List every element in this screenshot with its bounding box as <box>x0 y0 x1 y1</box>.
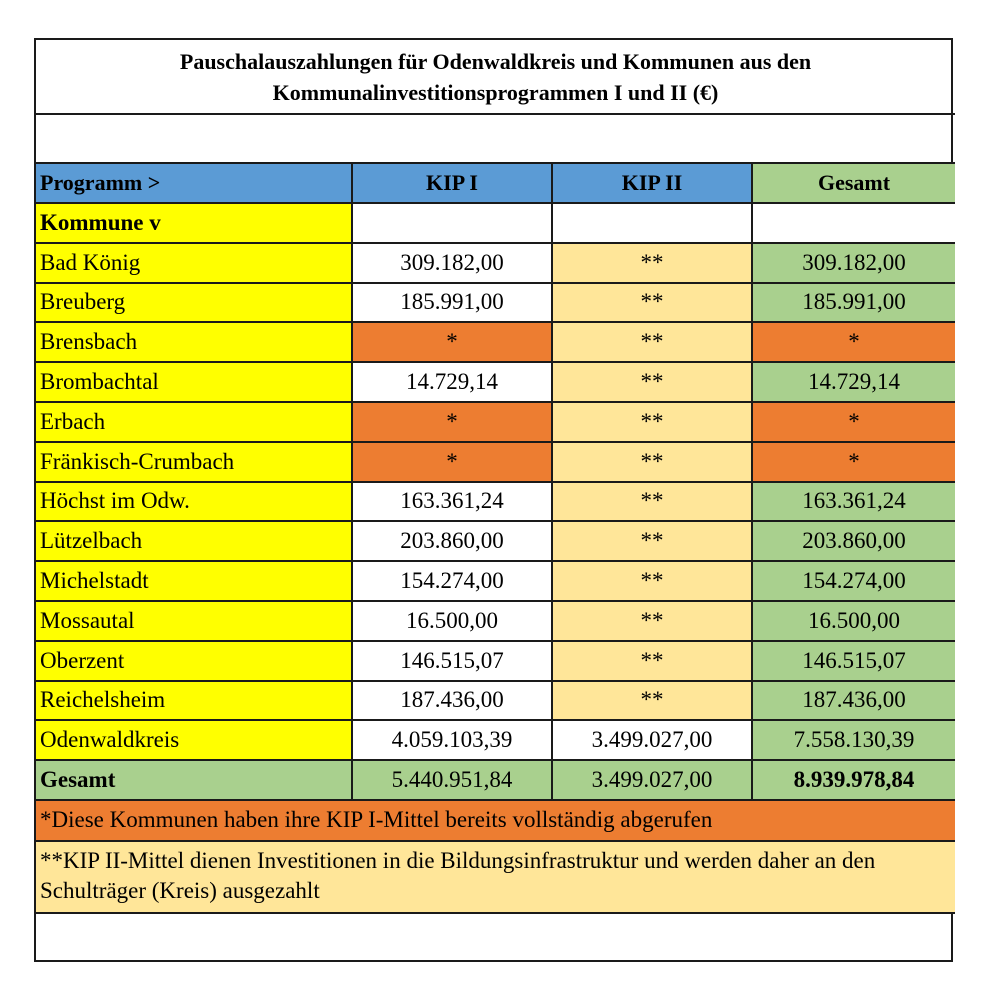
row-kip1-value: * <box>352 322 552 362</box>
row-kip2-value: 3.499.027,00 <box>552 720 752 760</box>
row-kip1-value: * <box>352 442 552 482</box>
empty-cell <box>552 203 752 243</box>
table-row <box>36 243 955 283</box>
row-kip1-value: 154.274,00 <box>352 561 552 601</box>
total-kip1: 5.440.951,84 <box>352 760 552 800</box>
table-title <box>36 40 955 114</box>
empty-cell <box>752 203 955 243</box>
row-kommune-name: Oberzent <box>36 641 352 681</box>
row-kip1-value: 187.436,00 <box>352 681 552 721</box>
row-kommune-name: Bad König <box>36 243 352 283</box>
table-row <box>36 322 955 362</box>
row-gesamt-value: 16.500,00 <box>752 601 955 641</box>
row-kip2-value: ** <box>552 561 752 601</box>
table-title-line2: Kommunalinvestitionsprogrammen I und II (€) <box>272 79 719 105</box>
row-kip2-value: ** <box>552 601 752 641</box>
row-kommune-name: Michelstadt <box>36 561 352 601</box>
row-kip1-value: 16.500,00 <box>352 601 552 641</box>
row-kip2-value: ** <box>552 442 752 482</box>
row-kommune-name: Brombachtal <box>36 362 352 402</box>
row-gesamt-value: 7.558.130,39 <box>752 720 955 760</box>
total-row <box>36 760 955 800</box>
row-kommune-name: Brensbach <box>36 322 352 362</box>
header-programm: Programm > <box>36 163 352 203</box>
row-gesamt-value: 203.860,00 <box>752 521 955 561</box>
row-kip2-value: ** <box>552 402 752 442</box>
row-kip1-value: * <box>352 402 552 442</box>
table-row <box>36 681 955 721</box>
total-kip2: 3.499.027,00 <box>552 760 752 800</box>
table-row <box>36 482 955 522</box>
row-kommune-name: Höchst im Odw. <box>36 482 352 522</box>
row-kommune-name: Mossautal <box>36 601 352 641</box>
table-row <box>36 601 955 641</box>
row-kip1-value: 163.361,24 <box>352 482 552 522</box>
header-kip1: KIP I <box>352 163 552 203</box>
row-gesamt-value: * <box>752 442 955 482</box>
footnote-kip1: *Diese Kommunen haben ihre KIP I-Mittel bereits vollständig abgerufen <box>36 800 955 841</box>
kommune-label: Kommune v <box>36 203 352 243</box>
table-row <box>36 720 955 760</box>
table-title-line1: Pauschalauszahlungen für Odenwaldkreis und Kommunen aus den <box>179 48 812 74</box>
funding-table-frame <box>34 38 953 962</box>
row-kommune-name: Erbach <box>36 402 352 442</box>
total-gesamt: 8.939.978,84 <box>752 760 955 800</box>
row-kip2-value: ** <box>552 322 752 362</box>
footnote-kip2: **KIP II-Mittel dienen Investitionen in die Bildungsinfrastruktur und werden daher an den Schulträger (Kreis) ausgezahlt <box>36 841 955 913</box>
row-kommune-name: Reichelsheim <box>36 681 352 721</box>
table-row <box>36 442 955 482</box>
empty-cell <box>352 203 552 243</box>
header-gesamt: Gesamt <box>752 163 955 203</box>
table-row <box>36 283 955 323</box>
row-gesamt-value: * <box>752 402 955 442</box>
row-kip2-value: ** <box>552 681 752 721</box>
table-row <box>36 561 955 601</box>
row-kip1-value: 14.729,14 <box>352 362 552 402</box>
row-kip1-value: 203.860,00 <box>352 521 552 561</box>
row-kip2-value: ** <box>552 521 752 561</box>
row-gesamt-value: 14.729,14 <box>752 362 955 402</box>
row-kip2-value: ** <box>552 283 752 323</box>
row-kip2-value: ** <box>552 362 752 402</box>
row-kommune-name: Lützelbach <box>36 521 352 561</box>
row-kip1-value: 146.515,07 <box>352 641 552 681</box>
header-kip2: KIP II <box>552 163 752 203</box>
total-label: Gesamt <box>36 760 352 800</box>
row-gesamt-value: 154.274,00 <box>752 561 955 601</box>
row-kip1-value: 309.182,00 <box>352 243 552 283</box>
row-kip1-value: 185.991,00 <box>352 283 552 323</box>
row-kip1-value: 4.059.103,39 <box>352 720 552 760</box>
row-kommune-name: Fränkisch-Crumbach <box>36 442 352 482</box>
row-gesamt-value: 185.991,00 <box>752 283 955 323</box>
table-row <box>36 402 955 442</box>
row-gesamt-value: 309.182,00 <box>752 243 955 283</box>
row-kip2-value: ** <box>552 641 752 681</box>
table-row <box>36 641 955 681</box>
row-kommune-name: Odenwaldkreis <box>36 720 352 760</box>
row-gesamt-value: 187.436,00 <box>752 681 955 721</box>
row-kip2-value: ** <box>552 482 752 522</box>
row-gesamt-value: 163.361,24 <box>752 482 955 522</box>
table-row <box>36 521 955 561</box>
table-row <box>36 362 955 402</box>
row-kip2-value: ** <box>552 243 752 283</box>
funding-table <box>36 40 955 959</box>
row-gesamt-value: 146.515,07 <box>752 641 955 681</box>
row-gesamt-value: * <box>752 322 955 362</box>
blank-row <box>36 114 955 163</box>
blank-footer-row <box>36 913 955 959</box>
row-kommune-name: Breuberg <box>36 283 352 323</box>
